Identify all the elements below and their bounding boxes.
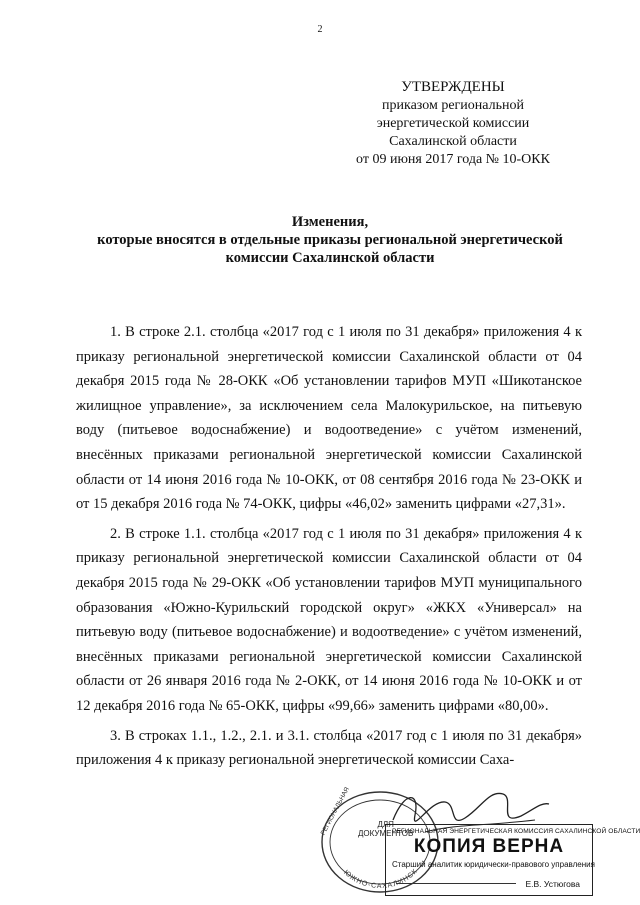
- approval-heading: УТВЕРЖДЕНЫ: [401, 79, 505, 95]
- title-line: Изменения,: [291, 214, 369, 230]
- page-number: 2: [317, 24, 323, 35]
- stamp-role: Старший аналитик юридически-правового управления: [392, 860, 595, 869]
- docs-label-line-2: ДОКУМЕНТОВ: [358, 829, 414, 838]
- paragraph-2: 2. В строке 1.1. столбца «2017 год с 1 июля по 31 декабря» приложения 4 к приказу региональной энергетической комиссии Сахалинской области от 04 декабря 2015 года № 29-ОКК «Об установлении тарифов МУП муниципального образования «Южно-Курильский городской округ» «ЖКХ «Универсал» на питьевую воду (питьевое водоснабжение) и водоотведение» с учётом изменений, внесённых приказами региональной энергетической комиссии Сахалинской области от 26 января 2016 года № 2-ОКК, от 14 июня 2016 года № 10-ОКК и от 12 декабря 2016 года № 65-ОКК, цифры «99,66» заменить цифрами «80,00».: [76, 525, 582, 714]
- approval-line: энергетической комиссии: [376, 116, 530, 131]
- approval-line: приказом региональной: [382, 98, 524, 113]
- paragraph-1: 1. В строке 2.1. столбца «2017 год с 1 июля по 31 декабря» приложения 4 к приказу региональной энергетической комиссии Сахалинской области от 04 декабря 2015 года № 28-ОКК «Об установлении тарифов МУП «Шикотанское жилищное управление», за исключением села Малокурильское, на питьевую воду (питьевое водоснабжение) и водоотведение» с учётом изменений, внесённых приказами региональной энергетической комиссии Сахалинской области от 14 июня 2016 года № 10-ОКК, от 08 сентября 2016 года № 23-ОКК и от 15 декабря 2016 года № 74-ОКК, цифры «46,02» заменить цифрами «27,31».: [76, 324, 582, 513]
- svg-text:РЕГИОНАЛЬНАЯ: РЕГИОНАЛЬНАЯ: [319, 786, 351, 837]
- paragraph-3: 3. В строках 1.1., 1.2., 2.1. и 3.1. столбца «2017 год с 1 июля по 31 декабря» приложения 4 к приказу региональной энергетической комиссии Саха-: [76, 727, 582, 769]
- document-body: [76, 320, 582, 778]
- seal-round-text: ЮЖНО-САХАЛИНСК: [342, 867, 420, 891]
- stamp-title: КОПИЯ ВЕРНА: [413, 836, 565, 857]
- stamp-signer: Е.В. Устюгова: [525, 879, 580, 889]
- title-line: которые вносятся в отдельные приказы региональной энергетической: [97, 232, 563, 248]
- document-title: [60, 213, 600, 267]
- stamp-organization: РЕГИОНАЛЬНАЯ ЭНЕРГЕТИЧЕСКАЯ КОМИССИЯ САХАЛИНСКОЙ ОБЛАСТИ: [392, 828, 640, 835]
- approval-line: от 09 июня 2017 года № 10-ОКК: [356, 152, 550, 167]
- signature-line: [396, 883, 516, 884]
- title-line: комиссии Сахалинской области: [225, 250, 435, 266]
- approval-block: [338, 78, 568, 169]
- signature-icon: [385, 780, 555, 860]
- approval-line: Сахалинской области: [389, 134, 517, 149]
- docs-label-line-1: ДЛЯ: [377, 820, 394, 829]
